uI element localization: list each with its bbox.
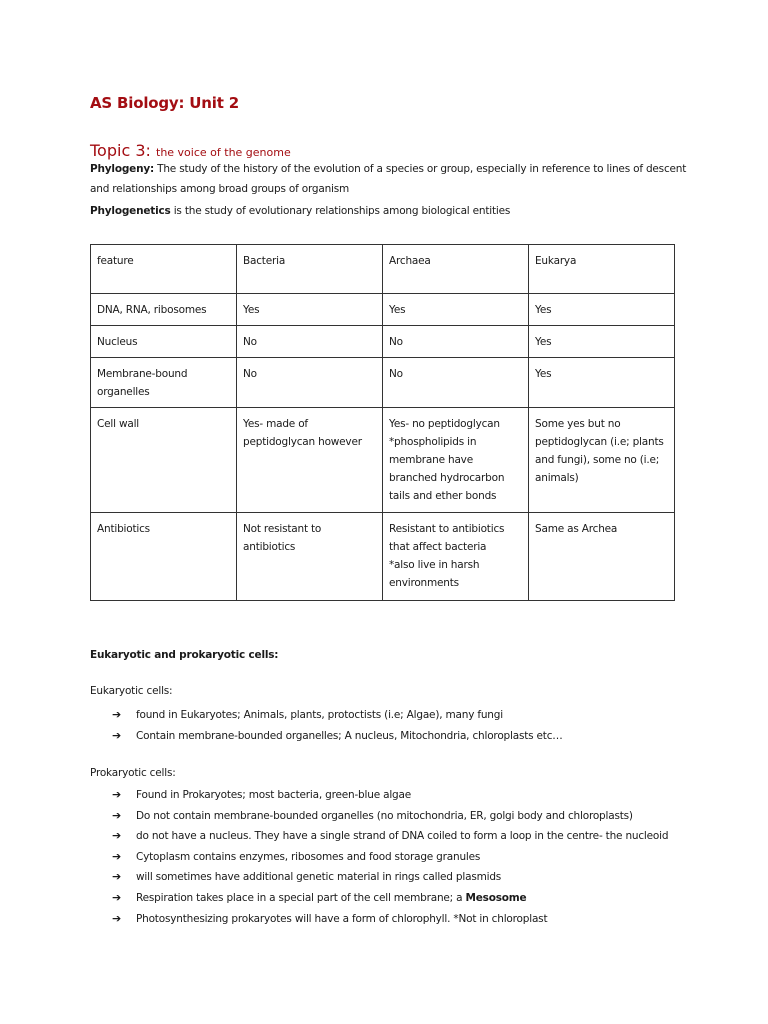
mesosome-term: Mesosome	[465, 891, 527, 904]
table-cell: Yes	[383, 294, 529, 326]
table-header-cell: feature	[91, 245, 237, 294]
eukaryotic-list	[112, 705, 563, 746]
table-row	[91, 294, 675, 326]
table-cell: Yes	[529, 358, 675, 408]
arrow-icon: ➔	[112, 890, 122, 904]
table-row	[91, 513, 675, 601]
arrow-icon: ➔	[112, 788, 122, 801]
domain-comparison-table	[90, 244, 675, 601]
list-item	[112, 888, 668, 909]
list-item-text: Respiration takes place in a special part of the cell membrane; a	[136, 891, 463, 904]
table-cell: Resistant to antibiotics that affect bacteria *also live in harsh environments	[383, 513, 529, 601]
topic-subtitle: the voice of the genome	[156, 146, 291, 159]
list-item-text: Cytoplasm contains enzymes, ribosomes and food storage granules	[136, 850, 481, 863]
list-item	[112, 847, 668, 868]
eukaryotic-cells-title: Eukaryotic cells:	[90, 685, 173, 697]
topic-label: Topic 3:	[90, 141, 151, 160]
table-cell: Some yes but no peptidoglycan (i.e; plants and fungi), some no (i.e; animals)	[529, 408, 675, 513]
phylogeny-text: The study of the history of the evolution of a species or group, especially in reference to lines of descent and relationships among broad groups of organism	[90, 163, 687, 195]
table-cell: No	[383, 326, 529, 358]
table-header-cell: Eukarya	[529, 245, 675, 294]
table-cell: Same as Archea	[529, 513, 675, 601]
topic-heading	[90, 141, 291, 160]
table-row	[91, 408, 675, 513]
table-cell: Antibiotics	[91, 513, 237, 601]
table-header-cell: Archaea	[383, 245, 529, 294]
table-cell: Yes	[237, 294, 383, 326]
list-item-text: found in Eukaryotes; Animals, plants, protoctists (i.e; Algae), many fungi	[136, 709, 503, 721]
table-cell: Cell wall	[91, 408, 237, 513]
table-cell: Yes	[529, 326, 675, 358]
phylogeny-term: Phylogeny:	[90, 163, 154, 175]
arrow-icon: ➔	[112, 708, 122, 721]
table-cell: No	[383, 358, 529, 408]
prokaryotic-cells-title: Prokaryotic cells:	[90, 767, 176, 779]
list-item-text: Do not contain membrane-bounded organelles (no mitochondria, ER, golgi body and chloroplasts)	[136, 809, 633, 822]
list-item-text: Contain membrane-bounded organelles; A nucleus, Mitochondria, chloroplasts etc…	[136, 729, 563, 742]
phylogenetics-definition	[90, 201, 690, 221]
list-item-text: do not have a nucleus. They have a single strand of DNA coiled to form a loop in the centre- the nucleoid	[136, 830, 669, 843]
table-cell: Not resistant to antibiotics	[237, 513, 383, 601]
table-row	[91, 358, 675, 408]
list-item	[112, 705, 563, 726]
table-cell: Yes- no peptidoglycan *phospholipids in membrane have branched hydrocarbon tails and ether bonds	[383, 408, 529, 513]
table-header-row	[91, 245, 675, 294]
table-row	[91, 326, 675, 358]
table-cell: Nucleus	[91, 326, 237, 358]
list-item	[112, 826, 668, 847]
list-item-text: will sometimes have additional genetic material in rings called plasmids	[136, 871, 502, 884]
phylogeny-definition	[90, 159, 690, 199]
arrow-icon: ➔	[112, 728, 122, 742]
document-title: AS Biology: Unit 2	[90, 94, 239, 112]
list-item-text: Photosynthesizing prokaryotes will have a form of chlorophyll. *Not in chloroplast	[136, 912, 548, 925]
table-cell: No	[237, 326, 383, 358]
table-cell: Yes- made of peptidoglycan however	[237, 408, 383, 513]
arrow-icon: ➔	[112, 870, 122, 884]
table-cell: Yes	[529, 294, 675, 326]
phylogenetics-text: is the study of evolutionary relationships among biological entities	[173, 205, 511, 217]
list-item	[112, 909, 668, 930]
list-item-text: Found in Prokaryotes; most bacteria, green-blue algae	[136, 789, 412, 801]
table-header-cell: Bacteria	[237, 245, 383, 294]
list-item	[112, 867, 668, 888]
arrow-icon: ➔	[112, 849, 122, 863]
cells-section-heading: Eukaryotic and prokaryotic cells:	[90, 649, 279, 661]
list-item	[112, 785, 668, 806]
table-cell: DNA, RNA, ribosomes	[91, 294, 237, 326]
list-item	[112, 726, 563, 747]
prokaryotic-list	[112, 785, 668, 929]
table-cell: No	[237, 358, 383, 408]
table-cell: Membrane-bound organelles	[91, 358, 237, 408]
arrow-icon: ➔	[112, 808, 122, 822]
arrow-icon: ➔	[112, 911, 122, 925]
arrow-icon: ➔	[112, 829, 122, 843]
phylogenetics-term: Phylogenetics	[90, 205, 171, 217]
list-item	[112, 806, 668, 827]
